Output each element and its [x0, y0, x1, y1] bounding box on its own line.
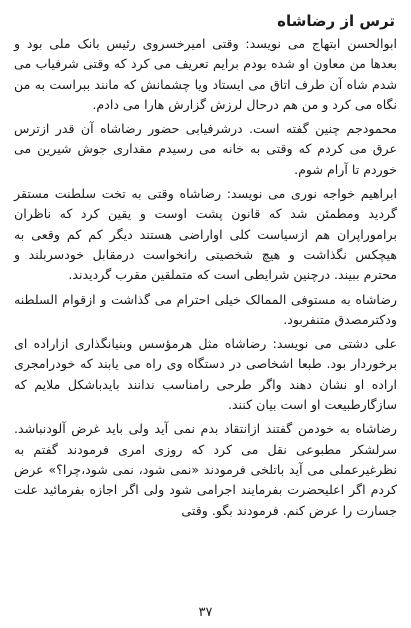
page-title: ترس از رضاشاه — [277, 12, 395, 30]
paragraph-mostowfi: رضاشاه به مستوفی الممالک خیلی احترام می گذاشت و ازقوام السلطنه ودکترمصدق متنفربود. — [14, 291, 397, 327]
paragraph-khajeh-nouri: ابراهیم خواجه نوری می نویسد: رضاشاه وقتی به تخت سلطنت مستقر گردید ومطمئن شد که قانون پشت اوست و یقین کرد که ناظران براموراپران هم ازسیاست کلی اواراضی هستند دیگر کم کم وقعی به هیچکس نگذاشت و هیچ شخصیتی رانخواست درمقابل خودسربلند و محترم ببیند. درچنین شرایطی است که متملقین مقرب گردیدند. — [14, 186, 397, 283]
paragraph-ebtehaj: ابوالحسن ابتهاج می نویسد: وقتی امیرخسروی رئیس بانک ملی بود و بعدها من معاون او شده بودم برایم تعریف می کرد که وقتی شرفیاب می شدم شاه آن طرف اتاق می ایستاد ویا چشمانش که مانند ببراست به من نگاه می کرد و من هم درحال لرزش گزارش هارا می دادم. — [14, 36, 397, 112]
page-number: ۳۷ — [198, 605, 213, 620]
paragraph-jam: محمودجم چنین گفته است. درشرفیابی حضور رضاشاه آن قدر ازترس عرق می کردم که وقتی به خانه می رسیدم مقداری جوش شیرین می خوردم تا آرام شوم. — [14, 121, 397, 177]
paragraph-criticism: رضاشاه به خودمن گفتند ازانتقاد بدم نمی آید ولی باید غرض آلودنباشد. سرلشکر مطبوعی نقل می کرد که روزی امری فرمودند گفتم به نظرغیرعملی می آید باتلخی فرمودند «نمی شود، نمی شود،چرا؟» عرض کردم اگر اعلیحضرت بفرمایند اجرامی شود ولی اگر اجازه بفرمائید علت جسارت را عرض کنم. فرمودند بگو. وقتی — [14, 421, 397, 518]
paragraph-dashti: علی دشتی می نویسد: رضاشاه مثل هرمؤسس وبنیانگذاری ازاراده ای برخوردار بود. طبعا اشخاصی در دستگاه وی راه می یابند که خودرامجری اراده او نشان دهند واگر طرحی رامناسب ندانند بایدباشکل ملایم که سازگارطبیعت او است بیان کنند. — [14, 336, 397, 413]
